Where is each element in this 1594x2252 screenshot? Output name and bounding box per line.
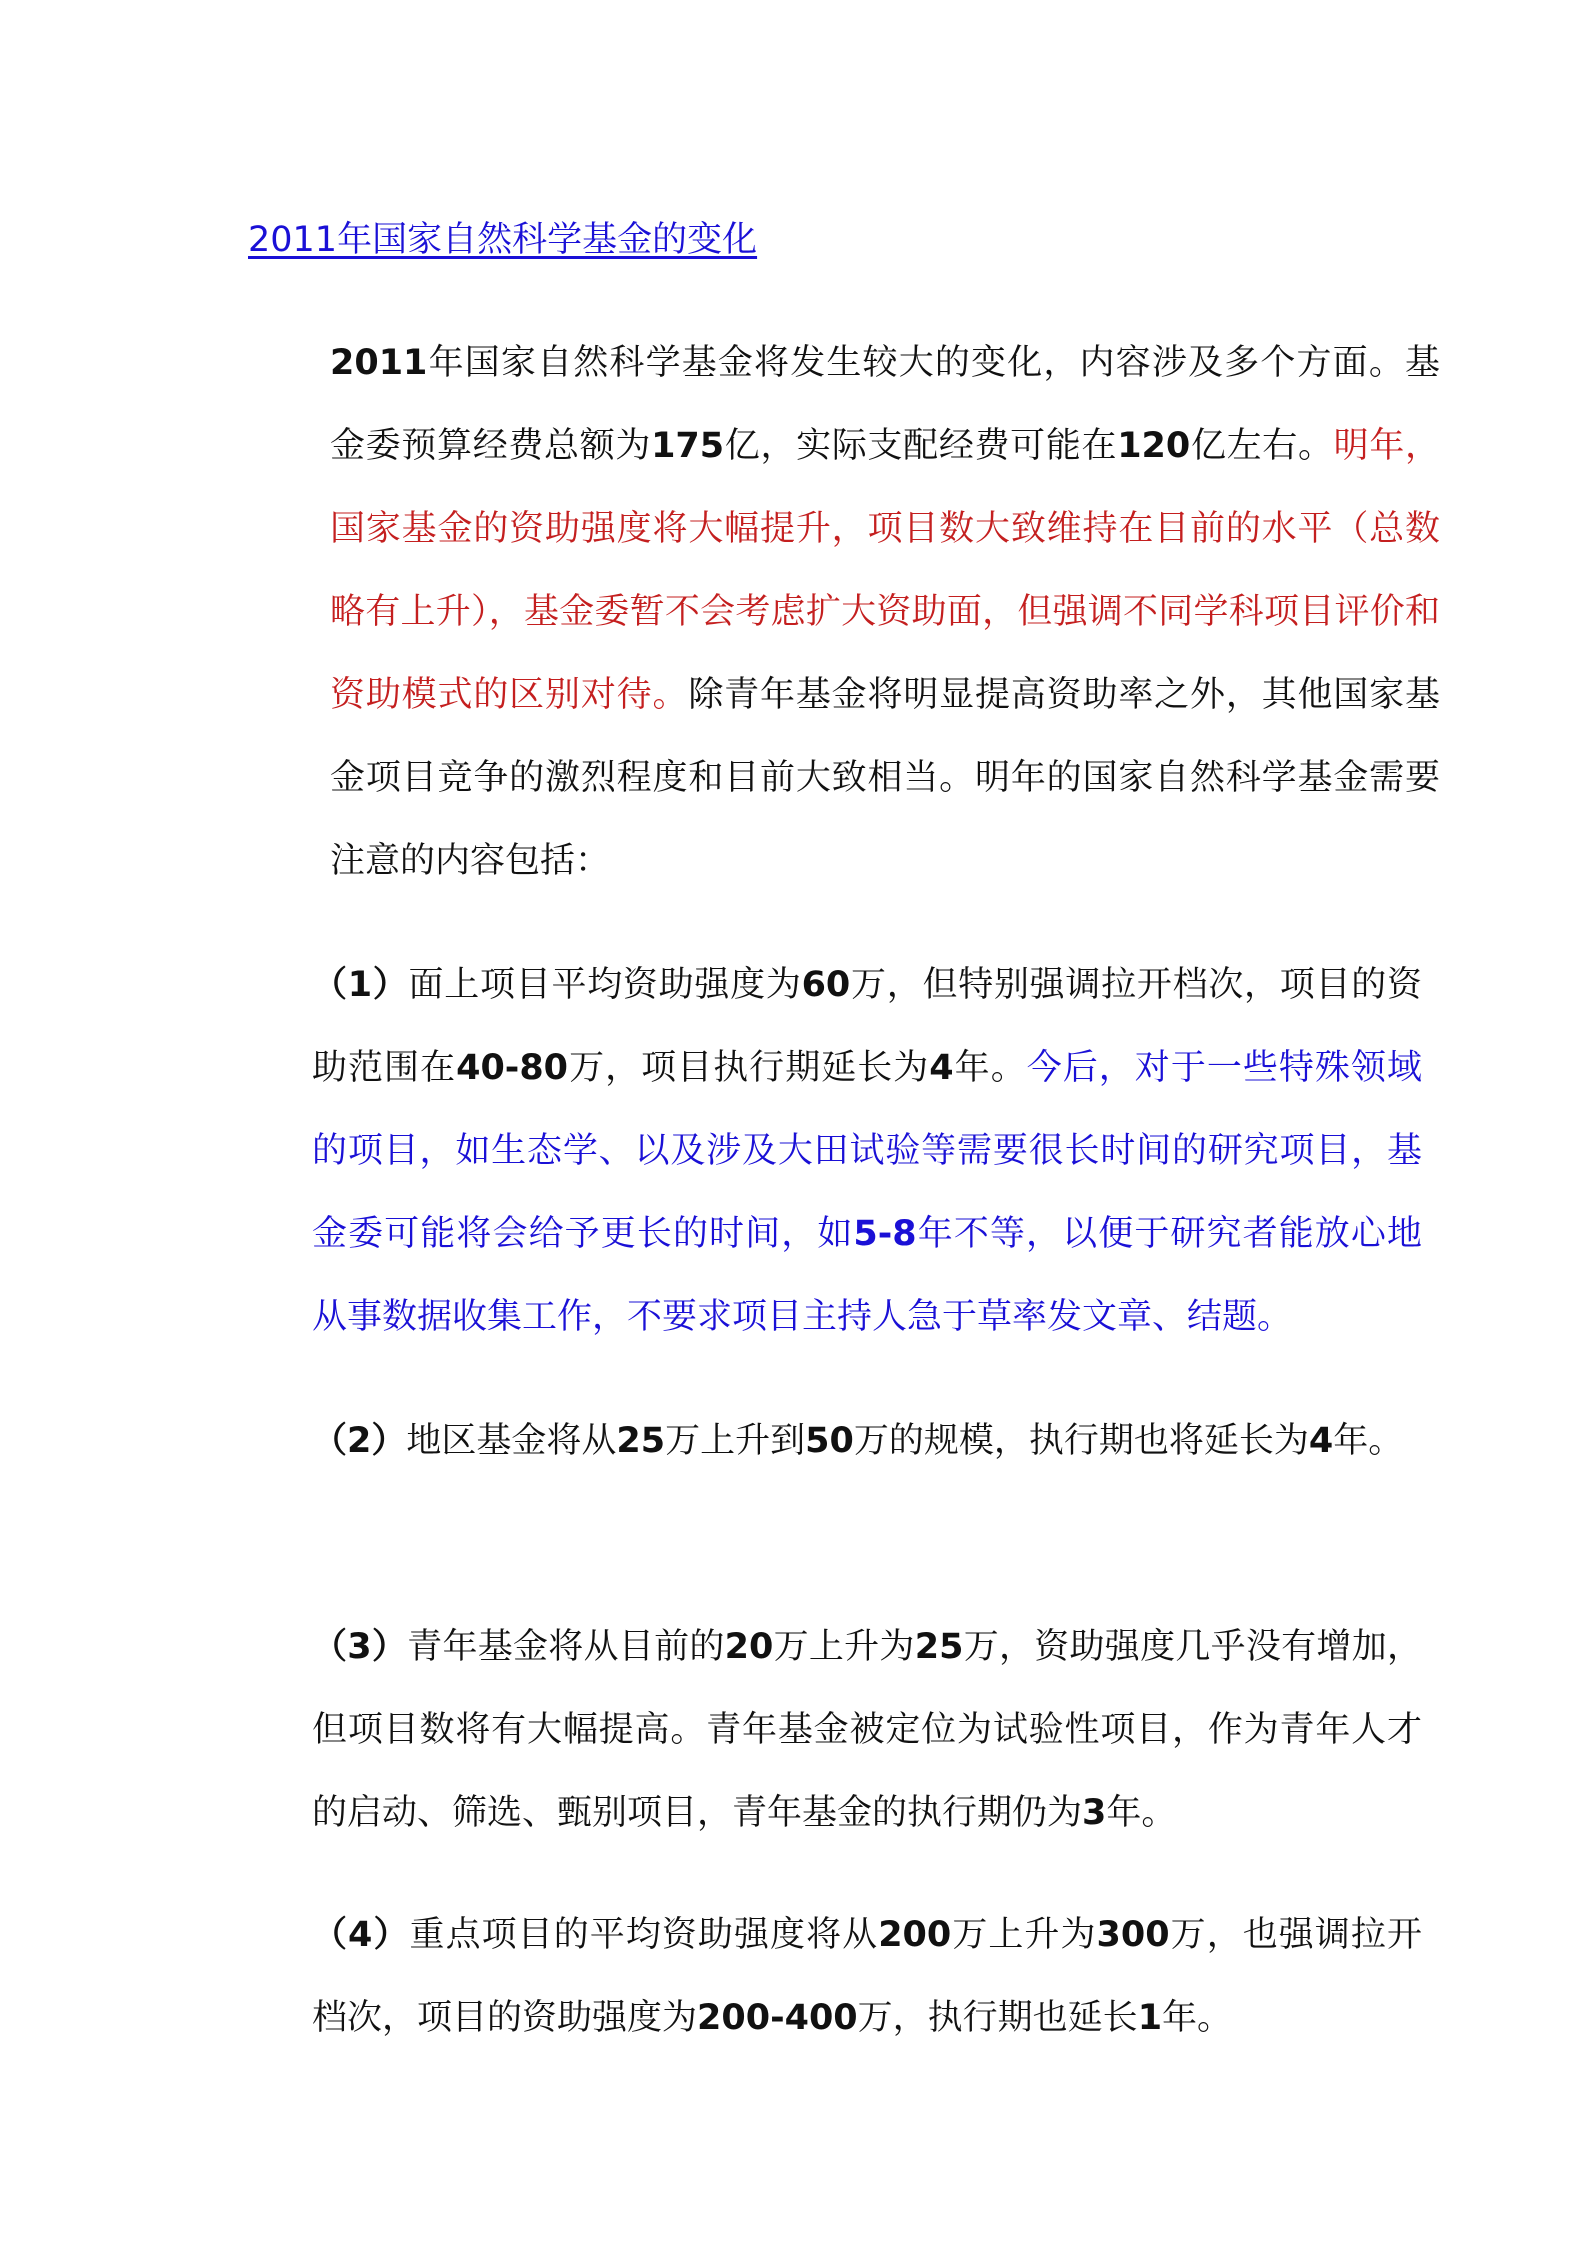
- item-2-label: （2）: [312, 1421, 407, 1461]
- item-4-num-3: 200-400: [697, 1998, 858, 2038]
- item-4-label: （4）: [312, 1915, 410, 1955]
- intro-red-highlight: 明年，国家基金的资助强度将大幅提升，项目数大致维持在目前的水平（总数略有上升），基金委暂不会考虑扩大资助面，但强调不同学科项目评价和资助模式的区别对待。: [330, 426, 1440, 715]
- intro-text-rest: 除青年基金将明显提高资助率之外，其他国家基金项目竞争的激烈程度和目前大致相当。明年的国家自然科学基金需要注意的内容包括：: [330, 675, 1440, 881]
- item-1-num-3: 4: [929, 1048, 954, 1088]
- year-number: 2011: [330, 343, 428, 383]
- item-1-blue-text-a: 今后，对于一些特殊领域的项目，如生态学、以及涉及大田试验等需要很长时间的研究项目，基金委可能将会给予更长的时间，如: [312, 1048, 1422, 1254]
- item-2-text-d: 年。: [1333, 1421, 1404, 1461]
- item-1-paragraph: [248, 944, 1422, 1359]
- item-1-text-c: 万，项目执行期延长为: [568, 1048, 930, 1088]
- item-1-text-a: 面上项目平均资助强度为: [408, 965, 802, 1005]
- item-4-text-e: 年。: [1162, 1998, 1233, 2038]
- item-1-text-d: 年。: [953, 1048, 1027, 1088]
- item-2-num-1: 25: [616, 1421, 666, 1461]
- intro-paragraph: [248, 322, 1440, 903]
- item-2-text-a: 地区基金将从: [406, 1421, 617, 1461]
- item-4-paragraph: [248, 1894, 1422, 2060]
- item-2-num-2: 50: [805, 1421, 854, 1461]
- item-4-num-2: 300: [1096, 1915, 1170, 1955]
- item-3-label: （3）: [312, 1627, 408, 1667]
- item-1-text-b: 万，但特别强调拉开档次，项目的资助范围在: [312, 965, 1422, 1088]
- item-2-paragraph: [248, 1400, 1422, 1483]
- item-4-text-c: 万，也强调拉开档次，项目的资助强度为: [312, 1915, 1422, 2038]
- item-3-text-b: 万上升为: [773, 1627, 915, 1667]
- item-1-blue-num: 5-8: [853, 1214, 917, 1254]
- budget-total: 175: [651, 426, 725, 466]
- intro-text-b: 亿，实际支配经费可能在: [724, 426, 1118, 466]
- item-2-text-b: 万上升到: [665, 1421, 806, 1461]
- item-4-text-b: 万上升为: [951, 1915, 1097, 1955]
- item-4-text-a: 重点项目的平均资助强度将从: [409, 1915, 879, 1955]
- item-1-blue-text-b: 年不等，以便于研究者能放心地从事数据收集工作，不要求项目主持人急于草率发文章、结题。: [312, 1214, 1422, 1337]
- item-3-num-1: 20: [724, 1627, 774, 1667]
- item-4-num-4: 1: [1137, 1998, 1163, 2038]
- title-link[interactable]: 2011年国家自然科学基金的变化: [248, 220, 758, 260]
- intro-text-a: 年国家自然科学基金将发生较大的变化，内容涉及多个方面。基金委预算经费总额为: [330, 343, 1440, 466]
- item-2-num-3: 4: [1308, 1421, 1334, 1461]
- budget-actual: 120: [1117, 426, 1191, 466]
- item-4-num-1: 200: [878, 1915, 952, 1955]
- item-3-text-a: 青年基金将从目前的: [407, 1627, 725, 1667]
- item-3-num-3: 3: [1082, 1793, 1107, 1833]
- item-1-label: （1）: [312, 965, 409, 1005]
- item-3-num-2: 25: [914, 1627, 964, 1667]
- item-1-num-1: 60: [801, 965, 851, 1005]
- item-3-text-d: 年。: [1106, 1793, 1177, 1833]
- item-1-num-2: 40-80: [456, 1048, 569, 1088]
- item-2-text-c: 万的规模，执行期也将延长为: [853, 1421, 1309, 1461]
- item-3-paragraph: [248, 1606, 1422, 1855]
- item-3-text-c: 万，资助强度几乎没有增加，但项目数将有大幅提高。青年基金被定位为试验性项目，作为青年人才的启动、筛选、甄别项目，青年基金的执行期仍为: [312, 1627, 1422, 1833]
- intro-text-c: 亿左右。: [1190, 426, 1334, 466]
- item-4-text-d: 万，执行期也延长: [857, 1998, 1138, 2038]
